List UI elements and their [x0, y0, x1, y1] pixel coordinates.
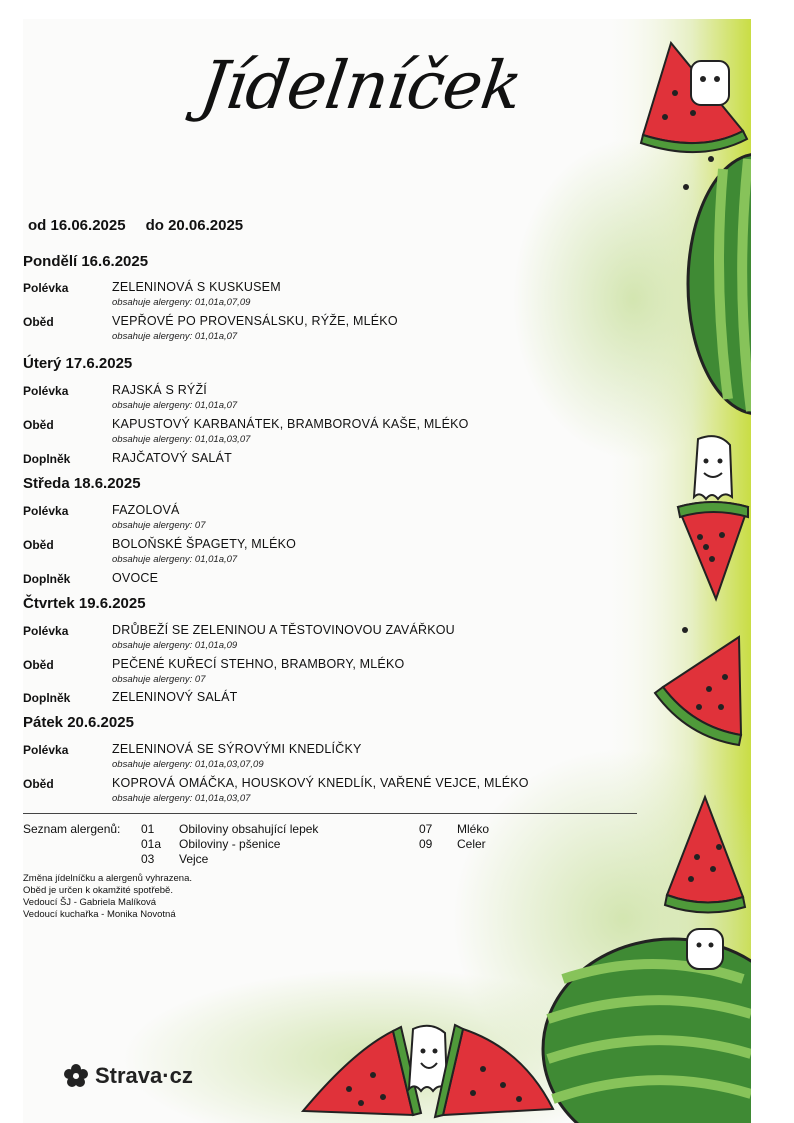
menu-content	[23, 19, 751, 1123]
date-to: do 20.06.2025	[145, 217, 244, 234]
meal-text: ZELENINOVÝ SALÁT	[112, 690, 238, 704]
meal-label: Polévka	[23, 743, 69, 757]
day-heading: Středa 18.6.2025	[23, 475, 141, 492]
allergen-name: Celer	[457, 837, 486, 851]
note-line: Vedoucí kuchařka - Monika Novotná	[23, 909, 176, 920]
meal-allergens: obsahuje alergeny: 01,01a,07	[112, 331, 238, 342]
meal-text: FAZOLOVÁ	[112, 503, 180, 517]
note-line: Vedoucí ŠJ - Gabriela Malíková	[23, 897, 157, 908]
day-heading: Čtvrtek 19.6.2025	[23, 595, 146, 612]
meal-text: KOPROVÁ OMÁČKA, HOUSKOVÝ KNEDLÍK, VAŘENÉ VEJCE, MLÉKO	[112, 776, 529, 790]
meal-text: ZELENINOVÁ SE SÝROVÝMI KNEDLÍČKY	[112, 742, 362, 756]
day-heading: Pátek 20.6.2025	[23, 714, 134, 731]
menu-page	[23, 19, 751, 1123]
meal-label: Oběd	[23, 538, 54, 552]
meal-allergens: obsahuje alergeny: 01,01a,03,07,09	[112, 759, 264, 770]
meal-text: DRŮBEŽÍ SE ZELENINOU A TĚSTOVINOVOU ZAVÁŘKOU	[112, 623, 455, 637]
allergen-name: Vejce	[179, 852, 209, 866]
allergen-code: 09	[419, 837, 433, 851]
meal-label: Oběd	[23, 418, 54, 432]
meal-allergens: obsahuje alergeny: 01,01a,09	[112, 640, 238, 651]
divider	[23, 813, 637, 814]
meal-label: Polévka	[23, 281, 69, 295]
day-heading: Úterý 17.6.2025	[23, 355, 133, 372]
meal-allergens: obsahuje alergeny: 01,01a,07	[112, 554, 238, 565]
meal-label: Oběd	[23, 777, 54, 791]
meal-label: Oběd	[23, 315, 54, 329]
meal-allergens: obsahuje alergeny: 07	[112, 520, 206, 531]
meal-allergens: obsahuje alergeny: 01,01a,03,07	[112, 793, 251, 804]
note-line: Oběd je určen k okamžité spotřebě.	[23, 885, 173, 896]
meal-label: Doplněk	[23, 691, 71, 705]
strava-logo[interactable]	[63, 1063, 193, 1089]
meal-label: Polévka	[23, 624, 69, 638]
meal-allergens: obsahuje alergeny: 01,01a,07	[112, 400, 238, 411]
meal-text: ZELENINOVÁ S KUSKUSEM	[112, 280, 281, 294]
logo-text: Strava·cz	[95, 1063, 193, 1088]
meal-text: BOLOŇSKÉ ŠPAGETY, MLÉKO	[112, 537, 297, 551]
date-range	[28, 217, 263, 234]
allergen-code: 01a	[141, 837, 162, 851]
meal-label: Oběd	[23, 658, 54, 672]
meal-label: Polévka	[23, 504, 69, 518]
allergen-code: 07	[419, 822, 433, 836]
date-from: od 16.06.2025	[28, 217, 126, 234]
allergen-code: 03	[141, 852, 155, 866]
meal-text: PEČENÉ KUŘECÍ STEHNO, BRAMBORY, MLÉKO	[112, 657, 405, 671]
meal-label: Doplněk	[23, 572, 71, 586]
meal-text: RAJČATOVÝ SALÁT	[112, 451, 232, 465]
meal-text: OVOCE	[112, 571, 159, 585]
note-line: Změna jídelníčku a alergenů vyhrazena.	[23, 873, 192, 884]
meal-label: Polévka	[23, 384, 69, 398]
meal-allergens: obsahuje alergeny: 01,01a,07,09	[112, 297, 251, 308]
meal-allergens: obsahuje alergeny: 07	[112, 674, 206, 685]
day-heading: Pondělí 16.6.2025	[23, 253, 149, 270]
allergen-code: 01	[141, 822, 155, 836]
page-title: Jídelníček	[195, 47, 527, 124]
allergen-name: Obiloviny obsahující lepek	[179, 822, 319, 836]
meal-text: VEPŘOVÉ PO PROVENSÁLSKU, RÝŽE, MLÉKO	[112, 314, 398, 328]
strava-flower-icon	[63, 1063, 89, 1089]
meal-label: Doplněk	[23, 452, 71, 466]
meal-text: KAPUSTOVÝ KARBANÁTEK, BRAMBOROVÁ KAŠE, MLÉKO	[112, 417, 469, 431]
allergen-name: Mléko	[457, 822, 490, 836]
allergen-name: Obiloviny - pšenice	[179, 837, 281, 851]
meal-text: RAJSKÁ S RÝŽÍ	[112, 383, 207, 397]
meal-allergens: obsahuje alergeny: 01,01a,03,07	[112, 434, 251, 445]
allergen-list-label: Seznam alergenů:	[23, 822, 121, 836]
